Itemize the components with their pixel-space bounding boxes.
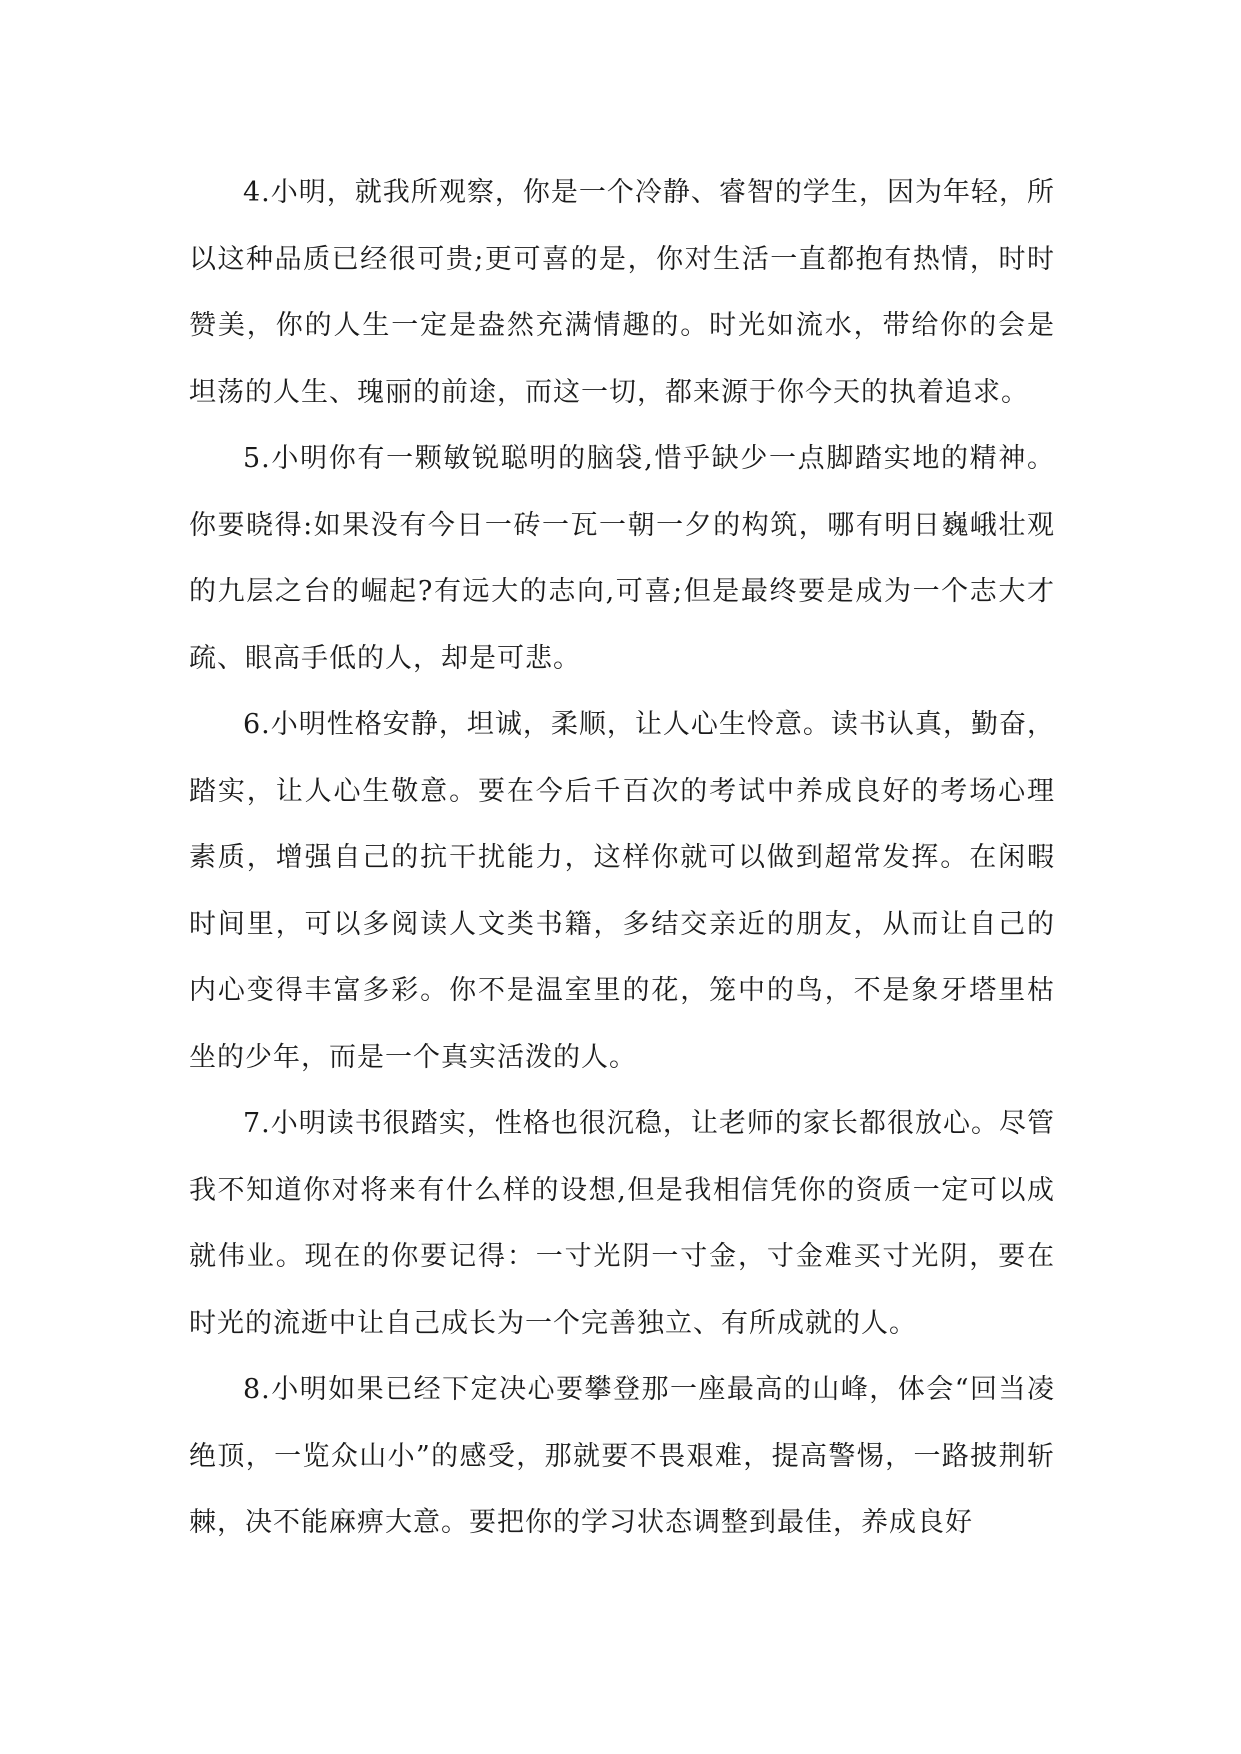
paragraph-8: 8.小明如果已经下定决心要攀登那一座最高的山峰，体会“回当凌绝顶，一览众山小”的感受，那就要不畏艰难，提高警惕，一路披荆斩棘，决不能麻痹大意。要把你的学习状态调整到最佳，养成良好	[189, 1374, 1055, 1538]
paragraph-6: 6.小明性格安静，坦诚，柔顺，让人心生怜意。读书认真，勤奋，踏实，让人心生敬意。要在今后千百次的考试中养成良好的考场心理素质，增强自己的抗干扰能力，这样你就可以做到超常发挥。在闲暇时间里，可以多阅读人文类书籍，多结交亲近的朋友，从而让自己的内心变得丰富多彩。你不是温室里的花，笼中的鸟，不是象牙塔里枯坐的少年，而是一个真实活泼的人。	[189, 709, 1055, 1073]
paragraph-5: 5.小明你有一颗敏锐聪明的脑袋,惜乎缺少一点脚踏实地的精神。你要晓得:如果没有今日一砖一瓦一朝一夕的构筑，哪有明日巍峨壮观的九层之台的崛起?有远大的志向,可喜;但是最终要是成为一个志大才疏、眼高手低的人，却是可悲。	[189, 443, 1055, 674]
document-body	[189, 160, 1055, 1557]
paragraph-7: 7.小明读书很踏实，性格也很沉稳，让老师的家长都很放心。尽管我不知道你对将来有什么样的设想,但是我相信凭你的资质一定可以成就伟业。现在的你要记得：一寸光阴一寸金，寸金难买寸光阴，要在时光的流逝中让自己成长为一个完善独立、有所成就的人。	[189, 1108, 1055, 1339]
paragraph-4: 4.小明，就我所观察，你是一个冷静、睿智的学生，因为年轻，所以这种品质已经很可贵;更可喜的是，你对生活一直都抱有热情，时时赞美，你的人生一定是盎然充满情趣的。时光如流水，带给你的会是坦荡的人生、瑰丽的前途，而这一切，都来源于你今天的执着追求。	[189, 177, 1055, 408]
